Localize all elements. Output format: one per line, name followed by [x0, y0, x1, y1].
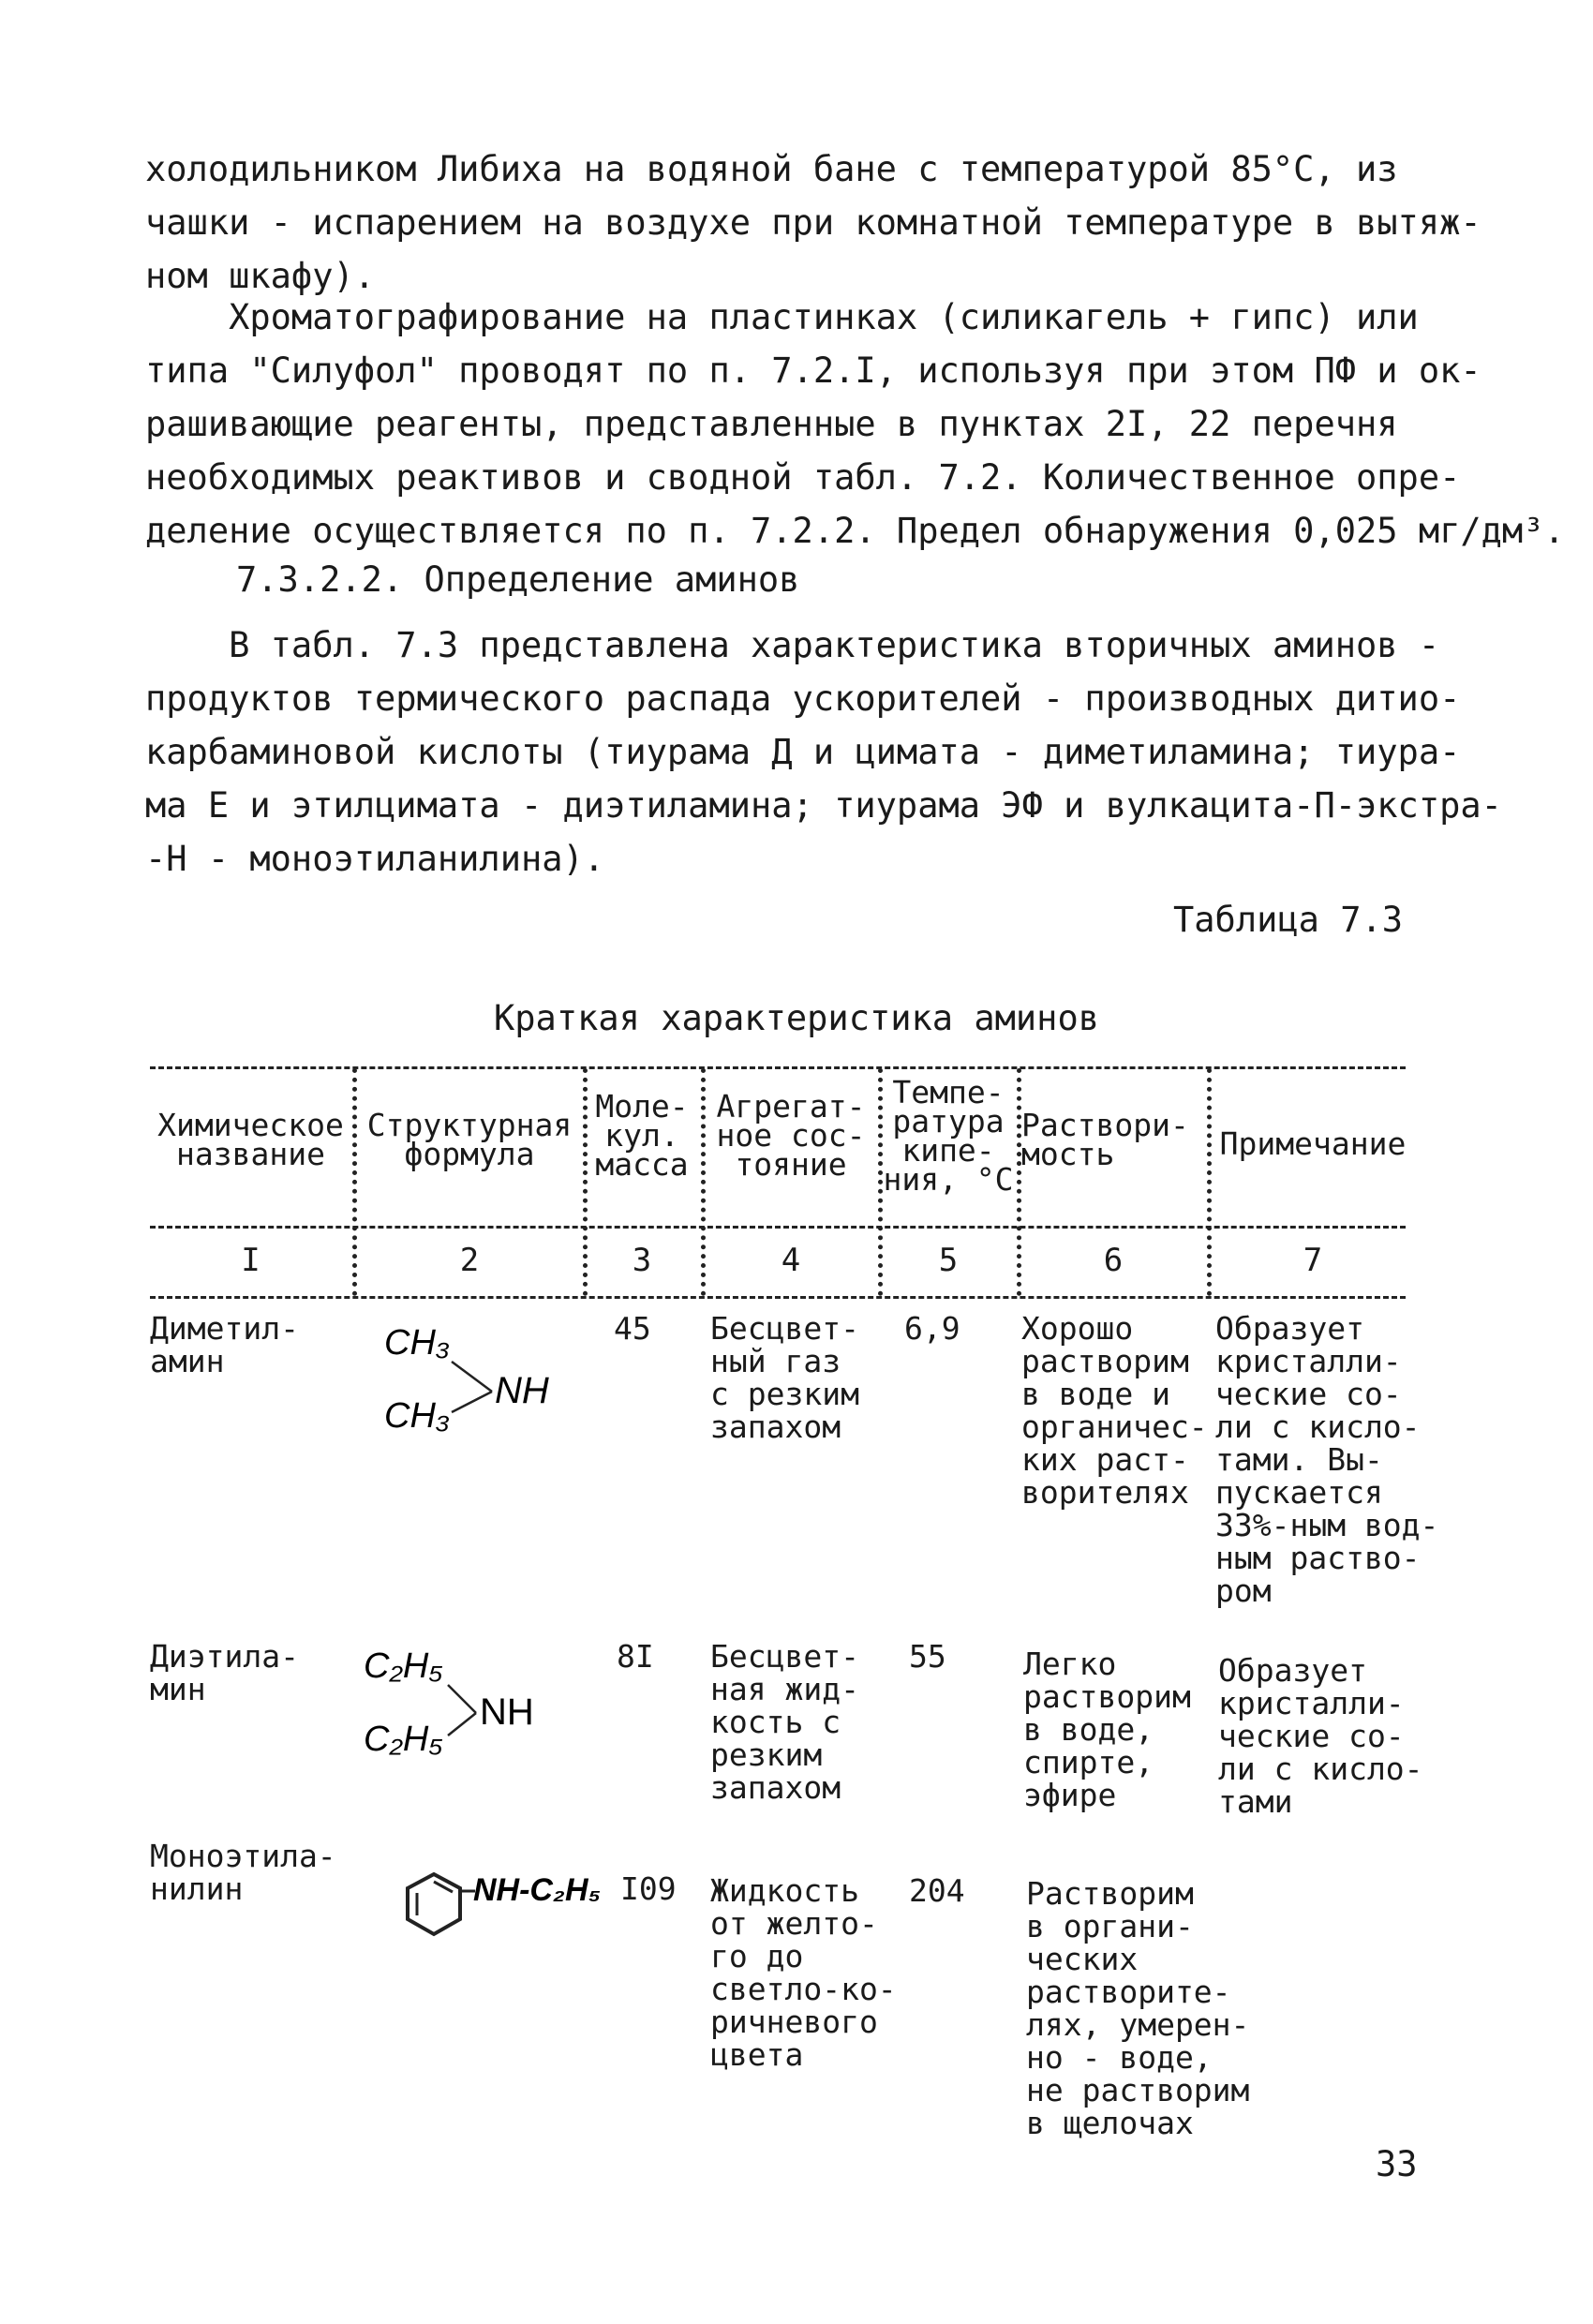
paragraph-3: [145, 618, 1502, 886]
formula-bottom-group: C₂H₅: [364, 1720, 443, 1759]
cell-boiling: 204: [909, 1872, 965, 1909]
column-number: 4: [781, 1242, 801, 1279]
column-number: 6: [1103, 1242, 1124, 1279]
paragraph-2: [145, 290, 1565, 558]
text-line: рашивающие реагенты, представленные в пунктах 2I, 22 перечня: [145, 404, 1398, 444]
text-line: чашки - испарением на воздухе при комнатной температуре в вытяж-: [145, 202, 1481, 243]
table-title: Краткая характеристика аминов: [494, 998, 1100, 1038]
cell-name: Моноэтила- нилин: [150, 1838, 336, 1907]
bond-line: [448, 1713, 476, 1736]
cell-mass: 8I: [617, 1638, 654, 1675]
structural-formula-diethylamine: [356, 1631, 572, 1771]
header-solubility: Раствори- мость: [1021, 1107, 1189, 1172]
cell-name: Диэтила- мин: [150, 1638, 299, 1707]
column-number: I: [241, 1242, 261, 1279]
cell-solubility: Растворим в органи- ческих растворите- лях, умерен- но - воде, не растворим в щелочах: [1026, 1875, 1250, 2141]
column-number: 2: [459, 1242, 480, 1279]
text-line: Хроматографирование на пластинках (силикагель + гипс) или: [145, 297, 1419, 337]
table-top-rule: [150, 1066, 1406, 1069]
cell-note: Образует кристалли- ческие со- ли с кисло- тами. Вы- пускается 33%-ным вод- ным раство- ром: [1215, 1310, 1439, 1609]
header-aggregate-state: Агрегат- ное сос- тояние: [716, 1088, 866, 1183]
cell-solubility: Хорошо растворим в воде и органичес- ких раст- ворителях: [1021, 1310, 1208, 1511]
bond-line: [448, 1685, 476, 1713]
header-molecular-mass: Моле- кул. масса: [595, 1088, 689, 1183]
formula-top-group: CH₃: [384, 1323, 450, 1363]
cell-mass: I09: [620, 1870, 677, 1907]
text-line: ма Е и этилцимата - диэтиламина; тиурама ЭФ и вулкацита-П-экстра-: [145, 785, 1502, 826]
structural-formula-dimethylamine: [375, 1307, 590, 1448]
text-line: продуктов термического распада ускорителей - производных дитио-: [145, 678, 1461, 719]
table-header-rule: [150, 1226, 1406, 1229]
text-line: -Н - моноэтиланилина).: [145, 839, 605, 879]
cell-mass: 45: [614, 1310, 651, 1347]
text-line: холодильником Либиха на водяной бане с температурой 85°С, из: [145, 149, 1398, 189]
bond-line: [452, 1392, 492, 1412]
column-separator: [352, 1068, 357, 1296]
cell-note: Образует кристалли- ческие со- ли с кисло- тами: [1218, 1652, 1423, 1820]
structural-formula-monoethylaniline: [380, 1855, 623, 1977]
cell-state: Жидкость от желто- го до светло-ко- ричневого цвета: [710, 1872, 897, 2073]
page-number: 33: [1376, 2144, 1418, 2184]
text-line: необходимых реактивов и сводной табл. 7.2. Количественное опре-: [145, 457, 1461, 498]
header-boiling-temperature: Темпе- ратура кипе- ния, °С: [883, 1074, 1014, 1198]
column-number: 7: [1303, 1242, 1323, 1279]
cell-boiling: 6,9: [904, 1310, 960, 1347]
column-number: 5: [938, 1242, 959, 1279]
cell-state: Бесцвет- ная жид- кость с резким запахом: [710, 1638, 859, 1806]
formula-amine-group: NH-C₂H₅: [473, 1872, 601, 1908]
cell-boiling: 55: [909, 1638, 946, 1675]
paragraph-1: [145, 142, 1481, 303]
column-number: 3: [632, 1242, 652, 1279]
header-chemical-name: Химическое название: [157, 1107, 344, 1172]
header-structural-formula: Структурная формула: [366, 1107, 573, 1172]
cell-solubility: Легко растворим в воде, спирте, эфире: [1023, 1646, 1191, 1813]
table-label: Таблица 7.3: [1173, 900, 1404, 940]
formula-bottom-group: CH₃: [384, 1396, 450, 1436]
text-line: В табл. 7.3 представлена характеристика вторичных аминов -: [145, 625, 1440, 665]
cell-name: Диметил- амин: [150, 1310, 299, 1379]
cell-state: Бесцвет- ный газ с резким запахом: [710, 1310, 859, 1445]
table-number-rule: [150, 1296, 1406, 1299]
text-line: деление осуществляется по п. 7.2.2. Предел обнаружения 0,025 мг/дм³.: [145, 511, 1565, 551]
text-line: карбаминовой кислоты (тиурама Д и цимата - диметиламина; тиура-: [145, 732, 1461, 772]
formula-amine-group: NH: [495, 1370, 549, 1411]
formula-amine-group: NH: [480, 1691, 534, 1733]
header-note: Примечание: [1219, 1125, 1407, 1162]
formula-top-group: C₂H₅: [364, 1646, 443, 1686]
section-heading: 7.3.2.2. Определение аминов: [236, 559, 800, 600]
bond-line: [452, 1362, 492, 1392]
text-line: ном шкафу).: [145, 256, 376, 296]
text-line: типа "Силуфол" проводят по п. 7.2.I, используя при этом ПФ и ок-: [145, 350, 1481, 391]
